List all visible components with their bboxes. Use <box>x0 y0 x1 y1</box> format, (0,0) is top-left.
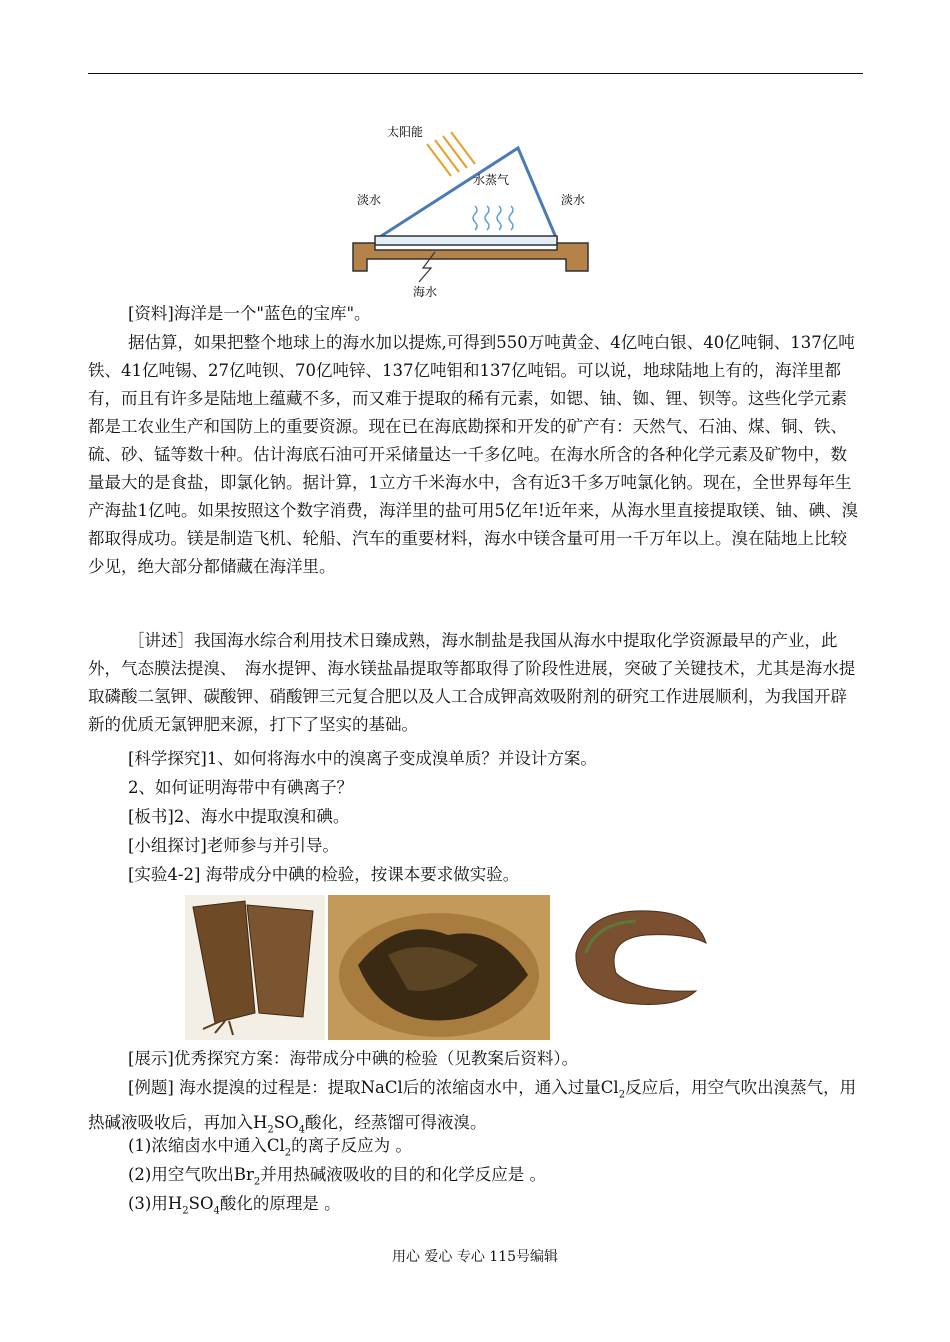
label-vapor: 水蒸气 <box>473 173 510 187</box>
kelp-photo-2 <box>328 895 550 1040</box>
experiment-line: [实验4-2] 海带成分中碘的检验，按课本要求做实验。 <box>128 865 520 884</box>
kelp-photo-1 <box>185 895 325 1040</box>
kelp-photo-3 <box>566 903 716 1015</box>
base-frame <box>353 243 588 271</box>
show-line: [展示]优秀探究方案：海带成分中碘的检验（见教案后资料）。 <box>128 1049 579 1068</box>
sunlight-rays <box>427 132 475 176</box>
material-intro: [资料]海洋是一个"蓝色的宝库"。 <box>128 304 371 323</box>
label-seawater: 海水 <box>413 285 438 299</box>
label-fresh-right: 淡水 <box>561 193 586 207</box>
question-1: (1)浓缩卤水中通入$Cl_2$的离子反应为 。 <box>128 1136 412 1159</box>
header-rule <box>88 73 863 74</box>
example-paragraph: [例题] 海水提溴的过程是：提取NaCl后的浓缩卤水中，通入过量$Cl_2$反应后，用空气吹出溴蒸气，用热碱液吸收后，再加入$H_2SO_4$酸化，经蒸馏可得液溴。 <box>88 1078 857 1136</box>
question-2: (2)用空气吹出$Br_2$并用热碱液吸收的目的和化学反应是 。 <box>128 1165 547 1188</box>
lecture-paragraph: ［讲述］我国海水综合利用技术日臻成熟，海水制盐是我国从海水中提取化学资源最早的产业，此外，气态膜法提溴、 海水提钾、海水镁盐晶提取等都取得了阶段性进展，突破了关键技术，尤其是海水提取磷酸二氢钾、碳酸钾、硝酸钾三元复合肥以及人工合成钾高效吸附剂的研究工作进展顺利，为我国开辟新的优质无氯钾肥来源，打下了坚实的基础。 <box>88 631 856 734</box>
group-line: [小组探讨]老师参与并引导。 <box>128 836 339 855</box>
glass-cover <box>375 148 557 240</box>
ocean-resources-paragraph: 据估算，如果把整个地球上的海水加以提炼,可得到550万吨黄金、4亿吨白银、40亿吨铜、137亿吨铁、41亿吨锡、27亿吨钡、70亿吨锌、137亿吨钼和137亿吨铝。可以说，地球陆地上有的，海洋里都有，而且有许多是陆地上蕴藏不多，而又难于提取的稀有元素，如锶、铀、铷、锂、钡等。这些化学元素都是工农业生产和国防上的重要资源。现在已在海底勘探和开发的矿产有：天然气、石油、煤、铜、铁、硫、砂、锰等数十种。估计海底石油可开采储量达一千多亿吨。在海水所含的各种化学元素及矿物中，数量最大的是食盐，即氯化钠。据计算，1立方千米海水中，含有近3千多万吨氯化钠。现在，全世界每年生产海盐1亿吨。如果按照这个数字消费，海洋里的盐可用5亿年!近年来，从海水里直接提取镁、铀、碘、溴都取得成功。镁是制造飞机、轮船、汽车的重要材料，海水中镁含量可用一千万年以上。溴在陆地上比较少见，绝大部分都储藏在海洋里。 <box>88 333 859 576</box>
label-solar: 太阳能 <box>387 125 424 139</box>
question-line: 2、如何证明海带中有碘离子？ <box>128 778 353 797</box>
question-3: (3)用$H_2SO_4$酸化的原理是 。 <box>128 1194 341 1217</box>
label-fresh-left: 淡水 <box>357 193 382 207</box>
solar-desalination-diagram <box>335 118 610 300</box>
blackboard-line: [板书]2、海水中提取溴和碘。 <box>128 807 350 826</box>
water-tray <box>375 236 557 245</box>
vapor-waves <box>473 206 513 230</box>
page-footer: 用心 爱心 专心 115号编辑 <box>391 1249 559 1265</box>
inquiry-line: [科学探究]1、如何将海水中的溴离子变成溴单质？并设计方案。 <box>128 749 597 768</box>
